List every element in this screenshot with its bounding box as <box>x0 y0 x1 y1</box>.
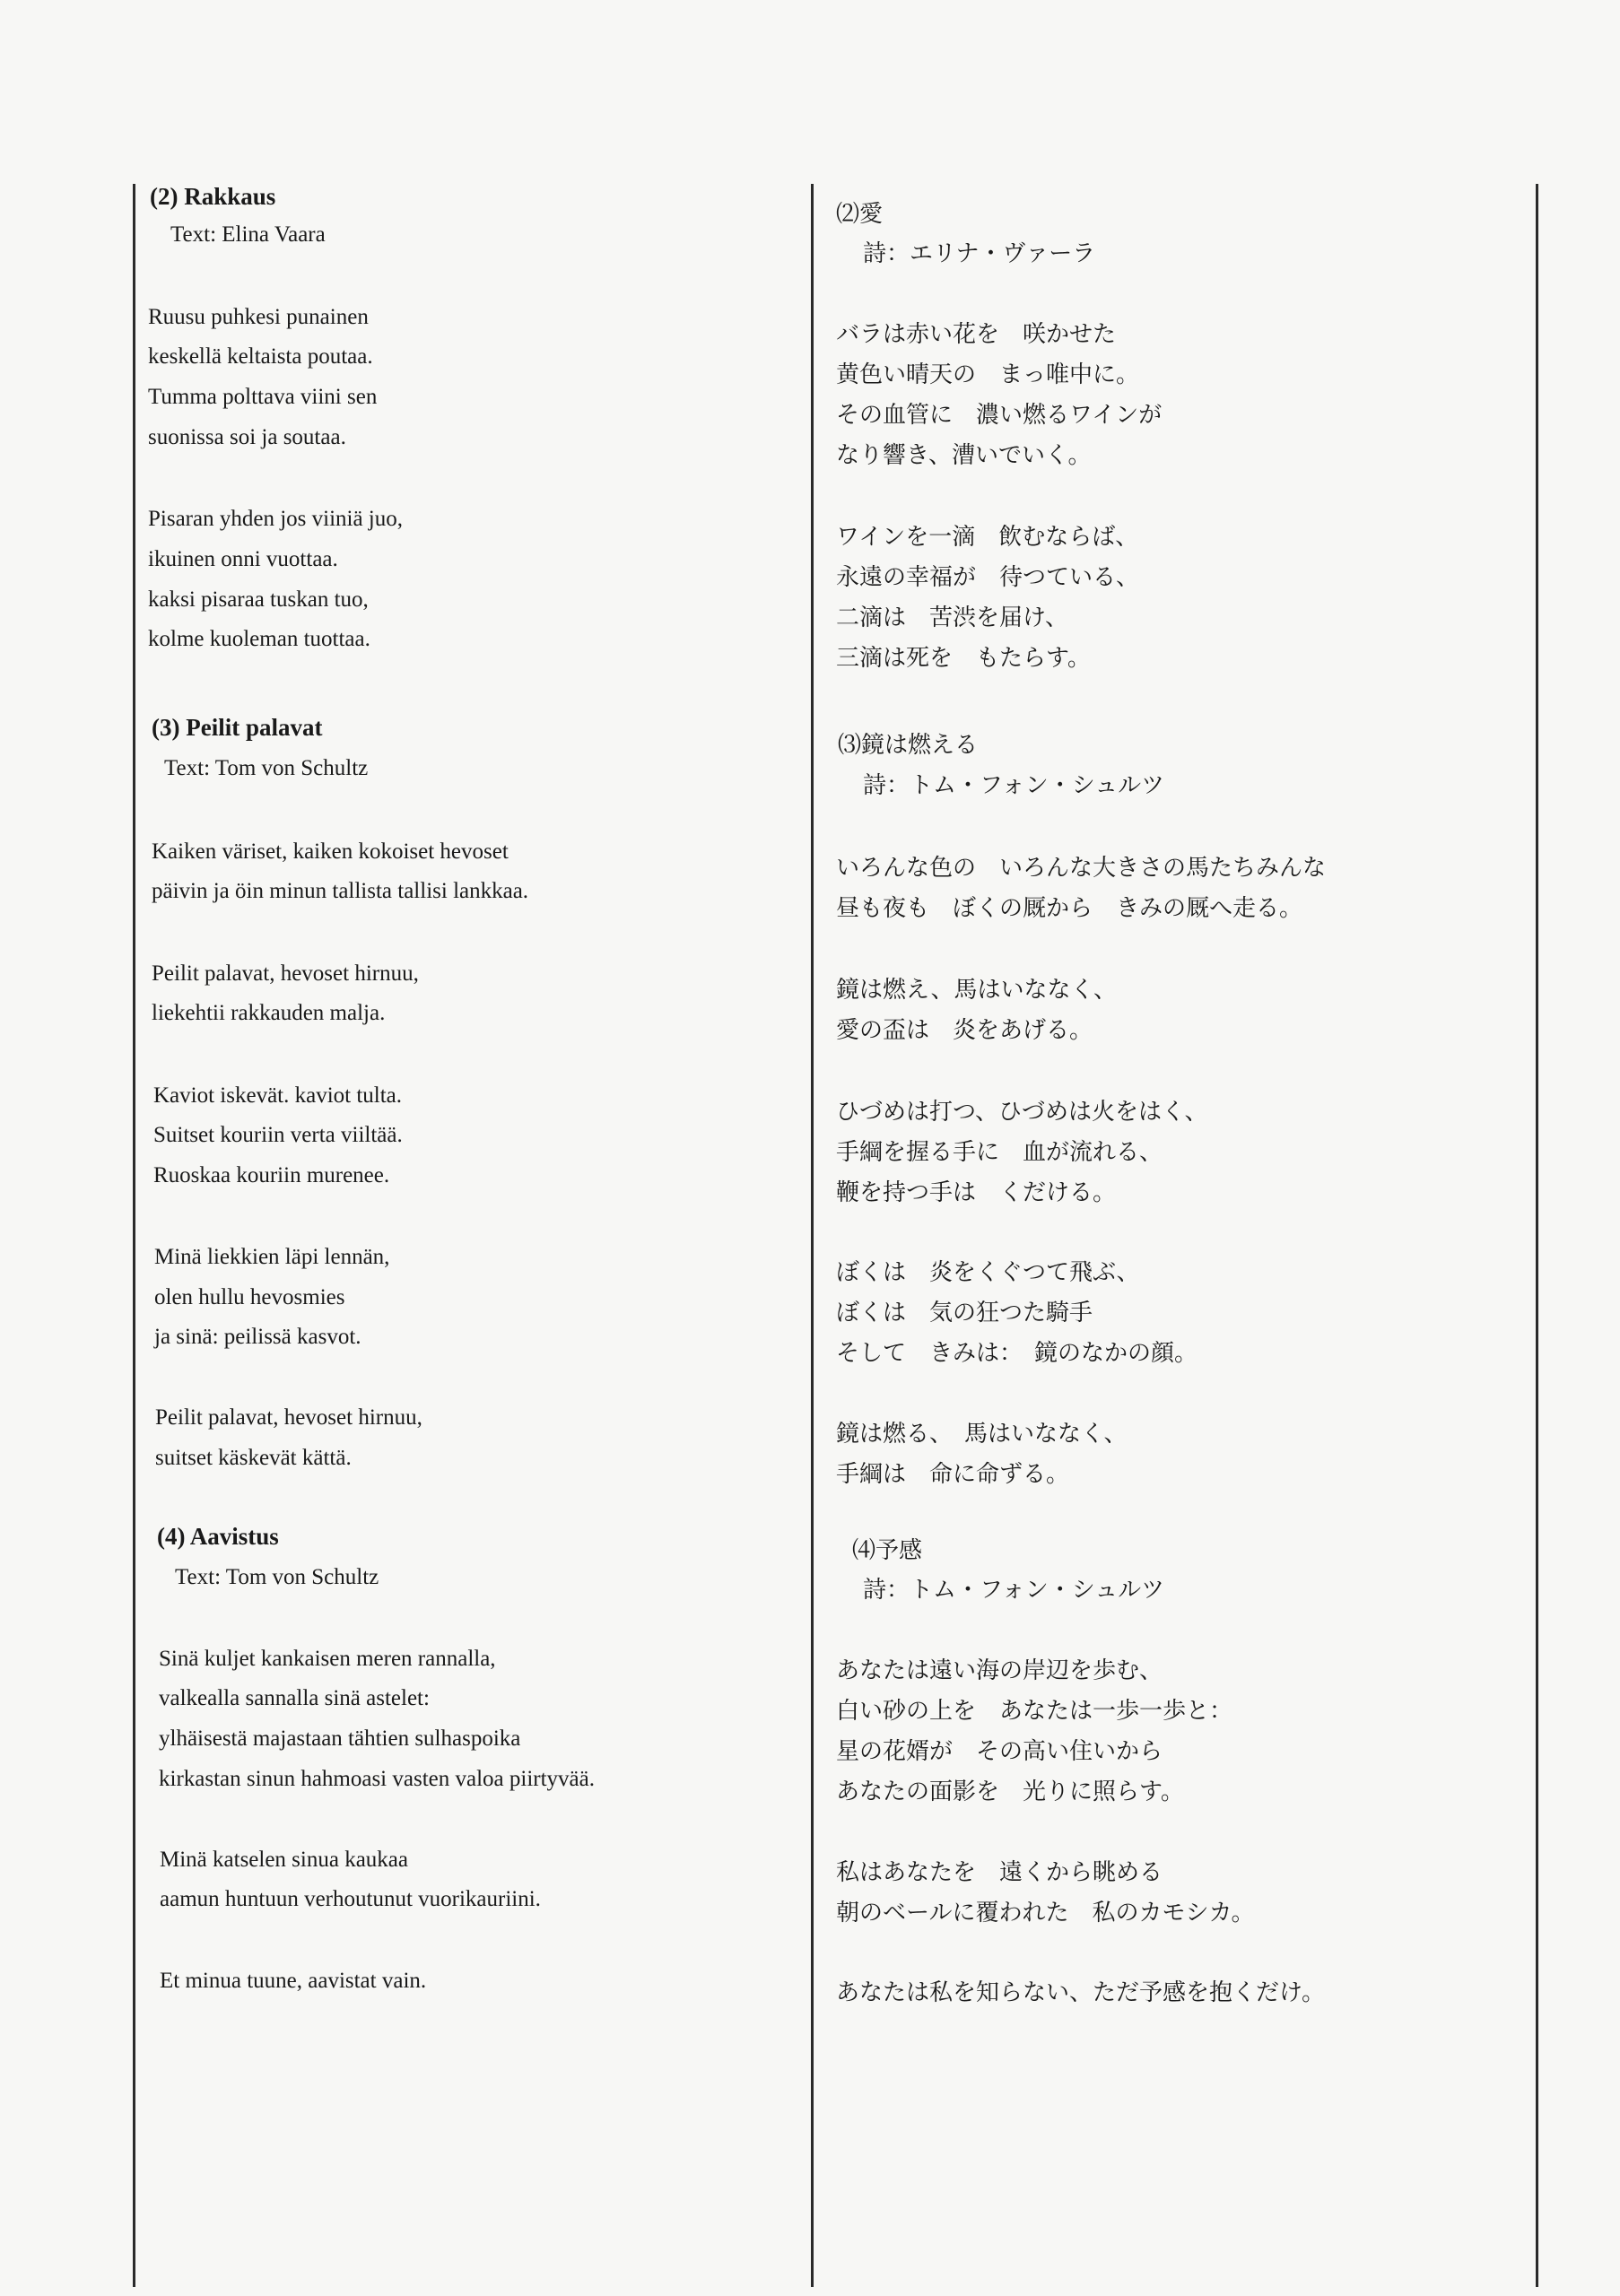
verse-line: kirkastan sinun hahmoasi vasten valoa piirtyvää. <box>159 1767 595 1791</box>
verse-line: ikuinen onni vuottaa. <box>148 547 338 571</box>
verse-line: 愛の盃は 炎をあげる。 <box>836 1017 1093 1044</box>
verse-line: 白い砂の上を あなたは一歩一歩と： <box>836 1698 1233 1725</box>
verse-line: keskellä keltaista poutaa. <box>148 344 373 369</box>
verse-line: Tumma polttava viini sen <box>148 385 378 409</box>
verse-line: 鏡は燃る、 馬はいななく、 <box>836 1421 1128 1448</box>
verse-line: 永遠の幸福が 待つている、 <box>836 564 1140 591</box>
verse-line: Pisaran yhden jos viiniä juo, <box>148 507 403 531</box>
verse-line: あなたは私を知らない、ただ予感を抱くだけ。 <box>836 1979 1325 2006</box>
verse-line: 二滴は 苦渋を届け、 <box>836 604 1068 631</box>
verse-line: Et minua tuune, aavistat vain. <box>160 1969 427 1993</box>
verse-line: 三滴は死を もたらす。 <box>836 645 1091 672</box>
verse-line: ja sinä: peilissä kasvot. <box>154 1325 361 1349</box>
verse-line: なり響き、漕いでいく。 <box>836 442 1092 469</box>
verse-line: 鞭を持つ手は くだける。 <box>836 1179 1117 1206</box>
verse-line: ひづめは打つ、ひづめは火をはく、 <box>836 1099 1208 1126</box>
verse-line: ワインを一滴 飲むならば、 <box>836 524 1139 551</box>
verse-line: バラは赤い花を 咲かせた <box>836 321 1117 348</box>
heading-peilit-palavat: (3) Peilit palavat <box>152 714 323 741</box>
verse-line: kolme kuoleman tuottaa. <box>148 627 370 651</box>
credit-yokan: 詩：トム・フォン・シュルツ <box>863 1577 1165 1604</box>
verse-line: そして きみは： 鏡のなかの顔。 <box>836 1340 1198 1367</box>
credit-rakkaus: Text: Elina Vaara <box>170 222 326 247</box>
verse-line: ylhäisestä majastaan tähtien sulhaspoika <box>159 1726 521 1751</box>
heading-ai: ⑵愛 <box>836 201 884 228</box>
verse-line: あなたは遠い海の岸辺を歩む、 <box>836 1657 1163 1684</box>
verse-line: 鏡は燃え、馬はいななく、 <box>836 977 1118 1004</box>
verse-line: suonissa soi ja soutaa. <box>148 425 346 449</box>
verse-line: いろんな色の いろんな大きさの馬たちみんな <box>836 855 1327 882</box>
verse-line: Sinä kuljet kankaisen meren rannalla, <box>159 1647 496 1671</box>
verse-line: 手綱は 命に命ずる。 <box>836 1461 1070 1488</box>
credit-ai: 詩：エリナ・ヴァーラ <box>863 240 1096 267</box>
verse-line: 星の花婿が その高い住いから <box>836 1738 1163 1765</box>
verse-line: Kaviot iskevät. kaviot tulta. <box>153 1083 403 1108</box>
verse-line: Peilit palavat, hevoset hirnuu, <box>152 961 419 986</box>
heading-aavistus: (4) Aavistus <box>157 1523 279 1550</box>
verse-line: Ruoskaa kouriin murenee. <box>153 1163 390 1187</box>
left-rule <box>133 184 135 2287</box>
right-rule <box>1536 184 1538 2287</box>
center-rule <box>811 184 814 2287</box>
verse-line: Suitset kouriin verta viiltää. <box>153 1123 403 1147</box>
verse-line: ぼくは 炎をくぐつて飛ぶ、 <box>836 1259 1140 1286</box>
heading-yokan: ⑷予感 <box>852 1537 923 1564</box>
verse-line: olen hullu hevosmies <box>154 1285 345 1309</box>
verse-line: その血管に 濃い燃るワインが <box>836 402 1163 429</box>
verse-line: 朝のベールに覆われた 私のカモシカ。 <box>836 1900 1255 1926</box>
verse-line: päivin ja öin minun tallista tallisi lankkaa. <box>152 879 529 903</box>
verse-line: valkealla sannalla sinä astelet: <box>159 1686 430 1710</box>
verse-line: Ruusu puhkesi punainen <box>148 305 369 329</box>
heading-rakkaus: (2) Rakkaus <box>150 183 276 210</box>
verse-line: Minä katselen sinua kaukaa <box>160 1848 408 1872</box>
verse-line: あなたの面影を 光りに照らす。 <box>836 1779 1184 1805</box>
verse-line: Peilit palavat, hevoset hirnuu, <box>155 1405 422 1430</box>
credit-kagami: 詩：トム・フォン・シュルツ <box>863 772 1165 799</box>
credit-peilit-palavat: Text: Tom von Schultz <box>164 756 369 780</box>
verse-line: suitset käskevät kättä. <box>155 1446 352 1470</box>
verse-line: 昼も夜も ぼくの厩から きみの厩へ走る。 <box>836 895 1303 922</box>
verse-line: Minä liekkien läpi lennän, <box>154 1245 390 1269</box>
heading-kagami: ⑶鏡は燃える <box>838 732 979 759</box>
verse-line: ぼくは 気の狂つた騎手 <box>836 1300 1093 1326</box>
credit-aavistus: Text: Tom von Schultz <box>175 1565 379 1589</box>
verse-line: 黄色い晴天の まっ唯中に。 <box>836 361 1140 388</box>
verse-line: kaksi pisaraa tuskan tuo, <box>148 587 369 612</box>
verse-line: 私はあなたを 遠くから眺める <box>836 1859 1163 1886</box>
verse-line: aamun huntuun verhoutunut vuorikauriini. <box>160 1887 541 1911</box>
verse-line: Kaiken väriset, kaiken kokoiset hevoset <box>152 839 509 864</box>
verse-line: liekehtii rakkauden malja. <box>152 1001 386 1025</box>
verse-line: 手綱を握る手に 血が流れる、 <box>836 1139 1163 1166</box>
